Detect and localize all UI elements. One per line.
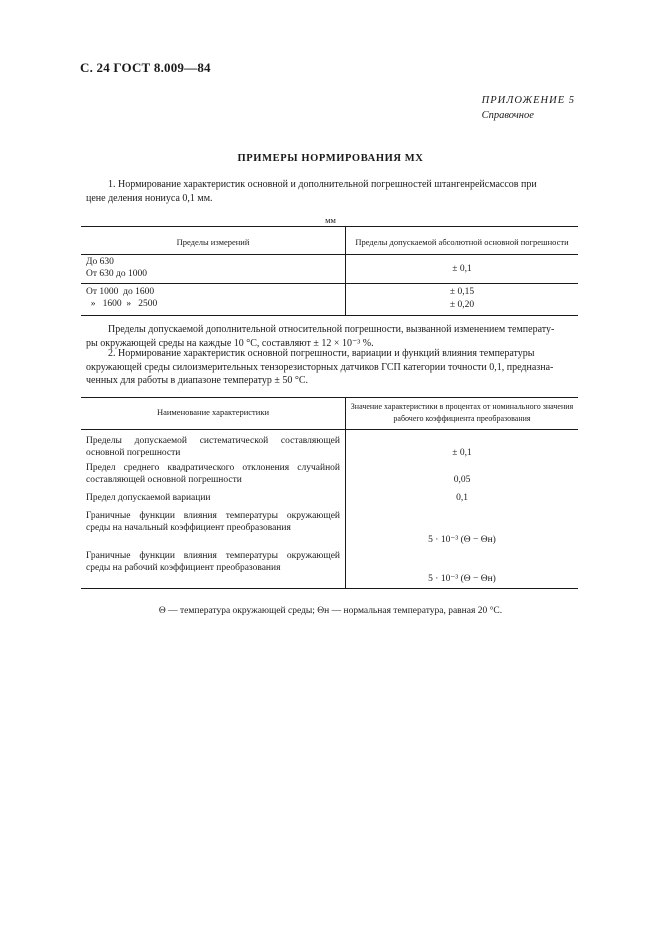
table-1-bottom-rule [81,315,578,316]
table-1-row-2-value-1: ± 0,15 [449,287,475,297]
footnote: Θ — температура окружающей среды; Θн — нормальная температура, равная 20 °С. [158,606,503,616]
appendix-label [482,93,575,123]
table-1-row-2-range-2: » 1600 » 2500 [86,299,158,309]
appendix-number: ПРИЛОЖЕНИЕ 5 [481,95,575,106]
table-1-row-rule [81,283,578,284]
table-1-header-rule [81,254,578,255]
table-2-header-name: Наименование характеристики [156,407,270,417]
table-2-row-4-value: 5 · 10⁻³ (Θ − Θн) [428,535,496,545]
table-2-header-value: Значение характеристики в процентах от номинального значения рабочего коэффициента преобразования [350,402,574,423]
table-1-unit: мм [325,215,336,225]
table-2-row-1-value: ± 0,1 [452,448,472,458]
table-2-row-2-name: Предел среднего квадратического отклонения случайной составляющей основной погрешности [86,463,340,485]
page-header: С. 24 ГОСТ 8.009—84 [80,60,211,75]
paragraph-1-line-2: цене деления нониуса 0,1 мм. [86,192,213,204]
table-2-row-2-value: 0,05 [453,475,471,485]
table-2-row-3-name: Предел допускаемой вариации [86,493,211,503]
table-2-row-4-name: Граничные функции влияния температуры окружающей среды на начальный коэффициент преобразования [86,511,340,533]
table-2-row-1-name: Пределы допускаемой систематической составляющей основной погрешности [86,436,340,458]
table-2-row-5-name: Граничные функции влияния температуры окружающей среды на рабочий коэффициент преобразования [86,551,340,573]
table-1-top-rule [81,226,578,227]
table-2-row-3-value: 0,1 [456,493,468,503]
paragraph-2-line-2: ры окружающей среды на каждые 10 °С, составляют ± 12 × 10⁻³ %. [86,337,374,349]
paragraph-1 [86,178,578,205]
paragraph-2-line-1: Пределы допускаемой дополнительной относительной погрешности, вызванной изменением температу- [108,324,555,335]
table-1-row-2-range-1: От 1000 до 1600 [86,287,155,297]
table-2-header-rule [81,429,578,430]
table-2-top-rule [81,397,578,398]
table-1-row-1-range-2: От 630 до 1000 [86,269,147,279]
table-1-row-1-value: ± 0,1 [452,264,472,274]
table-2-row-5-value: 5 · 10⁻³ (Θ − Θн) [428,574,496,584]
paragraph-2 [86,323,578,350]
paragraph-3-line-3: ченных для работы в диапазоне температур ± 50 °С. [86,375,308,386]
paragraph-1-line-1: 1. Нормирование характеристик основной и дополнительной погрешностей штангенрейсмассов при [108,179,537,190]
table-1-header-error: Пределы допускаемой абсолютной основной погрешности [355,237,569,247]
paragraph-3-line-1: 2. Нормирование характеристик основной погрешности, вариации и функций влияния температуры [108,348,535,359]
table-1-row-1-range-1: До 630 [86,257,114,267]
table-1-header-ranges: Пределы измерений [176,237,250,247]
section-title: ПРИМЕРЫ НОРМИРОВАНИЯ МХ [237,153,424,164]
table-2-bottom-rule [81,588,578,589]
appendix-note: Справочное [481,110,534,121]
paragraph-3 [86,347,578,388]
table-1-row-2-value-2: ± 0,20 [449,300,475,310]
paragraph-3-line-2: окружающей среды силоизмерительных тензорезисторных датчиков ГСП категории точности 0,1, предназна- [86,361,554,373]
